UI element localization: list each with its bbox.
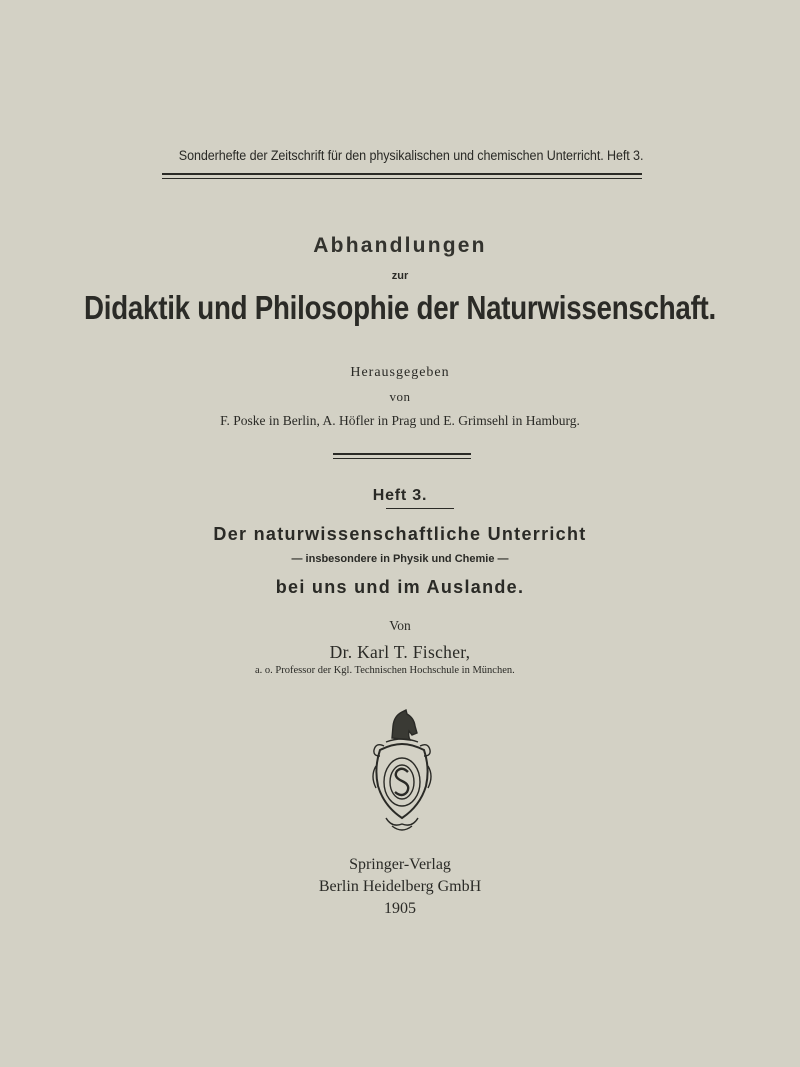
editors-label: Herausgegeben — [350, 365, 450, 380]
springer-knight-emblem-icon — [362, 706, 442, 836]
series-title: Sonderhefte der Zeitschrift für den physikalischen und chemischen Unterricht. Heft 3. — [178, 148, 644, 163]
issue-underline — [386, 508, 454, 509]
subtitle-line-1: Der naturwissenschaftliche Unterricht — [213, 524, 587, 544]
publisher-name: Springer-Verlag — [349, 856, 451, 873]
author-von: Von — [389, 618, 411, 633]
publisher-place: Berlin Heidelberg GmbH — [318, 878, 482, 895]
subtitle-line-2: — insbesondere in Physik und Chemie — — [291, 553, 509, 565]
issue-number: Heft 3. — [372, 487, 428, 504]
editors-von: von — [389, 389, 411, 404]
middle-double-rule — [333, 453, 471, 459]
title-abhandlungen: Abhandlungen — [313, 234, 487, 257]
publication-year: 1905 — [384, 900, 416, 917]
subtitle-line-3: bei uns und im Auslande. — [275, 577, 525, 597]
main-title: Didaktik und Philosophie der Naturwissenschaft. — [83, 289, 716, 326]
editors-names: F. Poske in Berlin, A. Höfler in Prag und E. Grimsehl in Hamburg. — [220, 413, 580, 428]
author-name: Dr. Karl T. Fischer, — [329, 642, 471, 662]
top-double-rule — [162, 173, 642, 179]
author-affiliation: a. o. Professor der Kgl. Technischen Hochschule in München. — [255, 665, 515, 676]
title-zur: zur — [391, 270, 409, 282]
